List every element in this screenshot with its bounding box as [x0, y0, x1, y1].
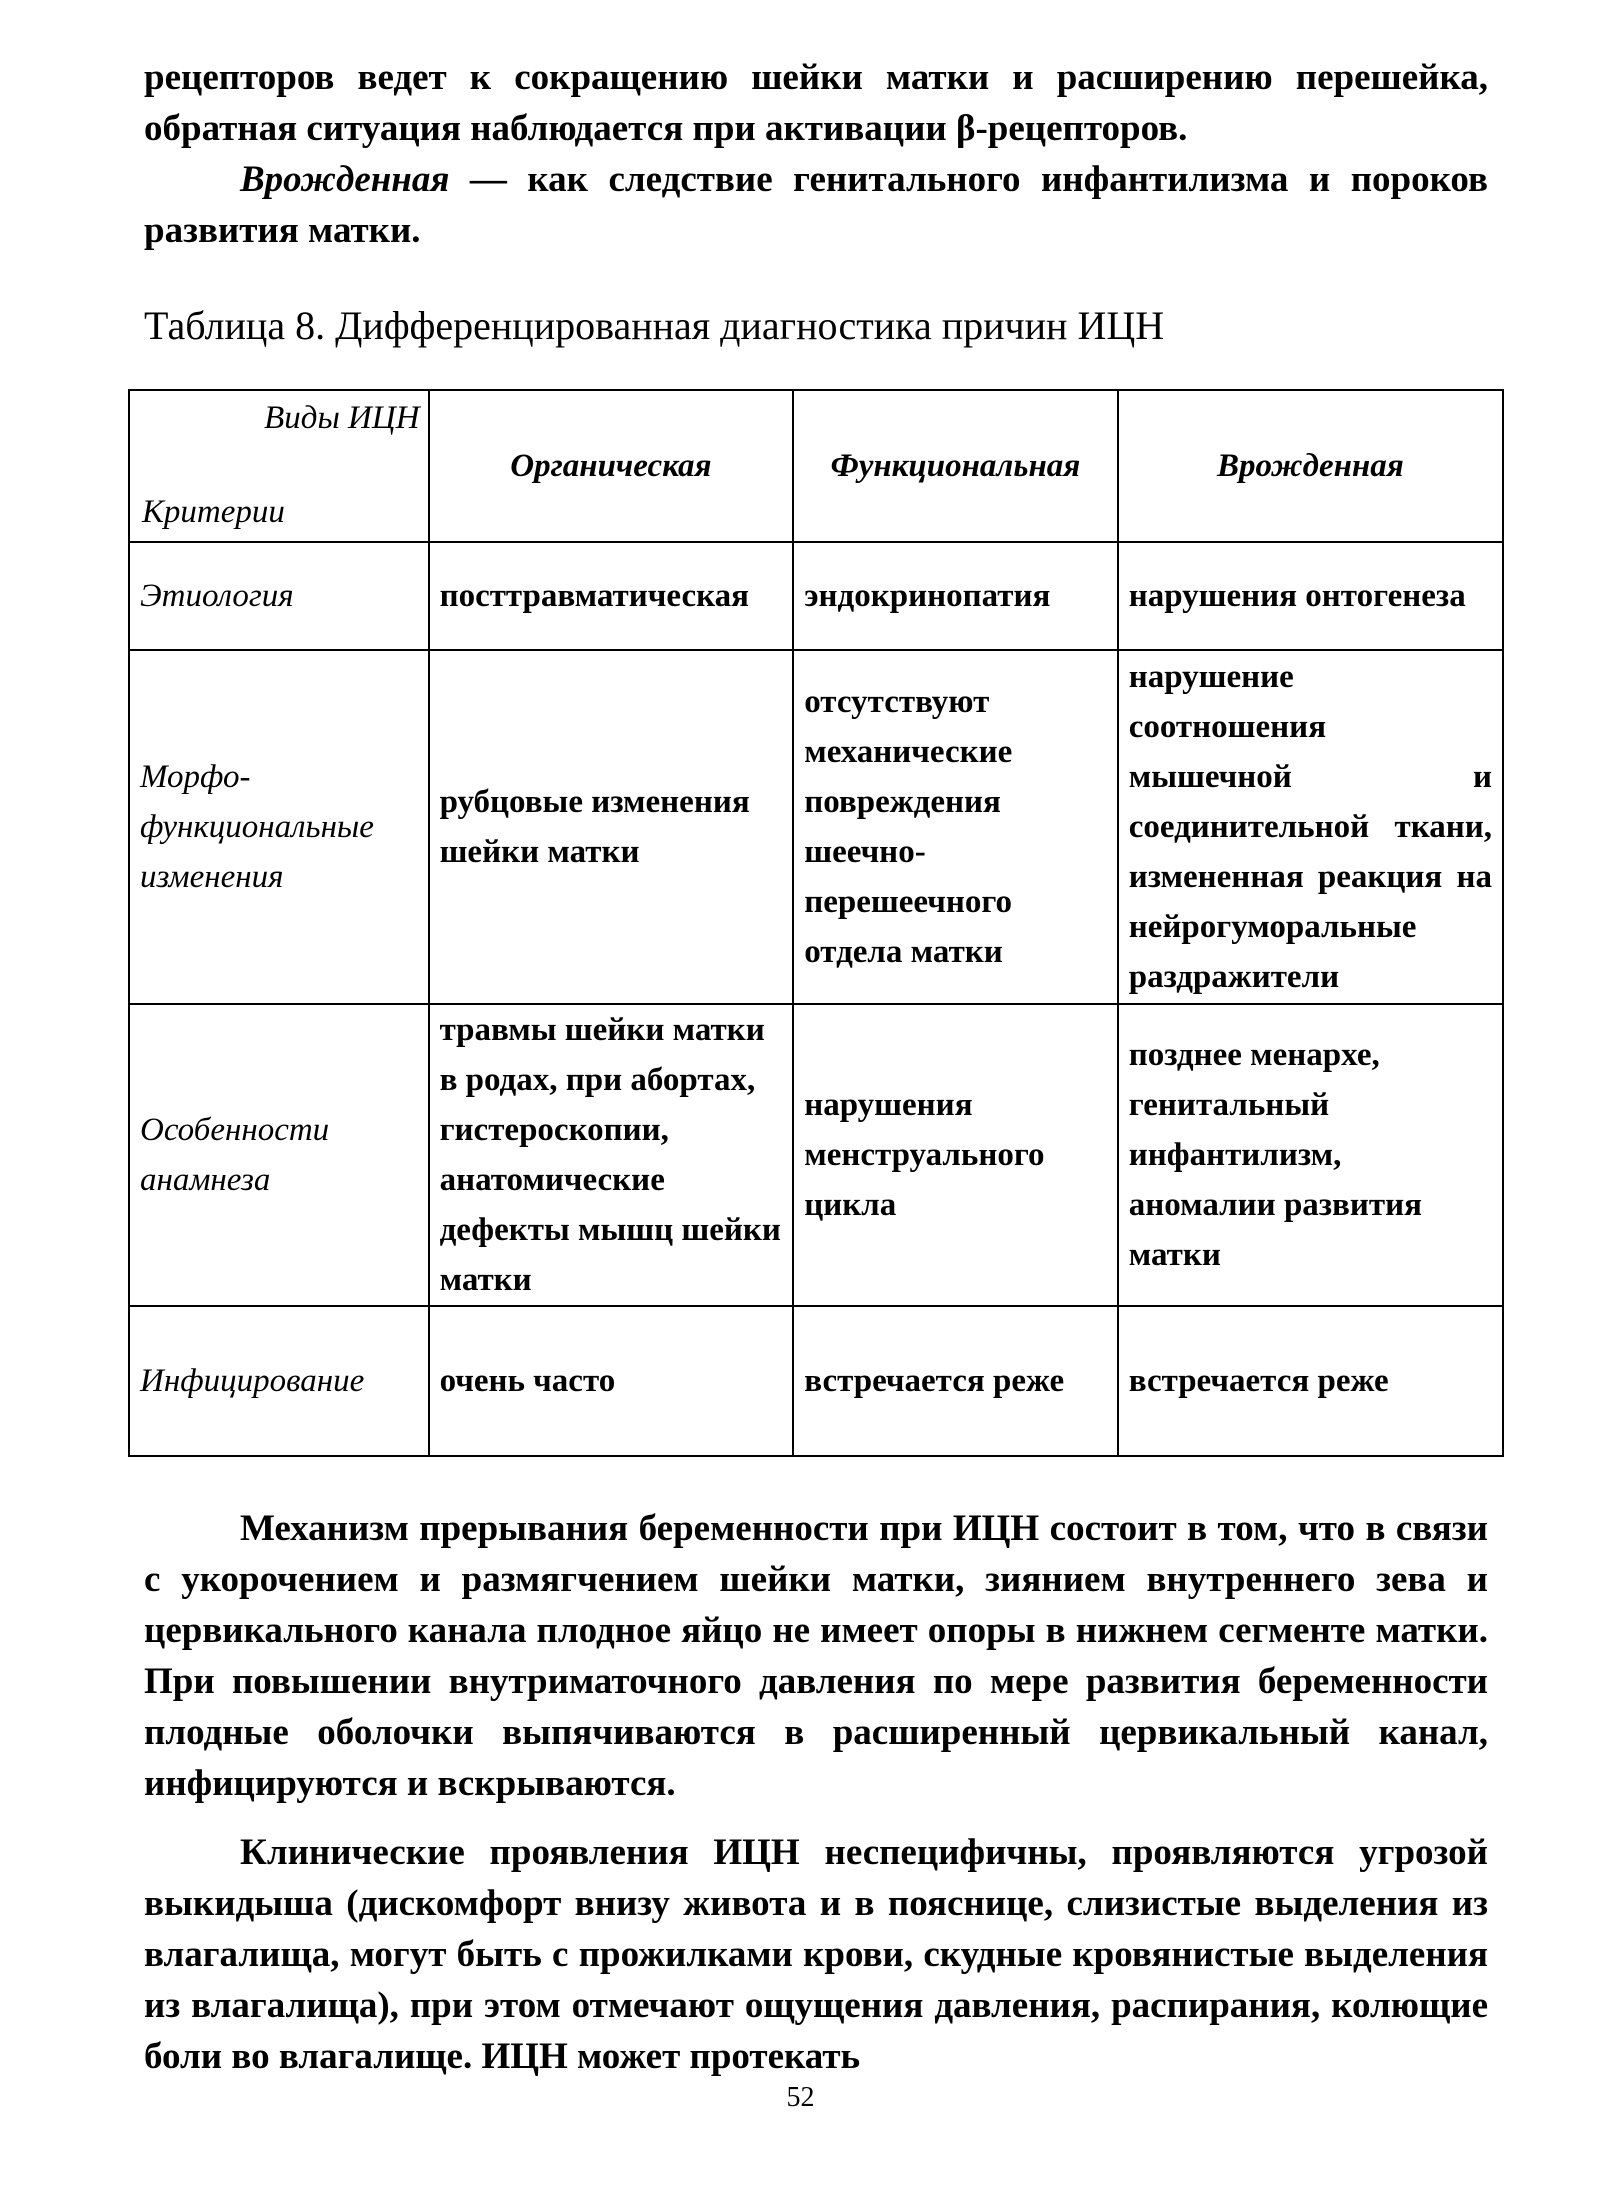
body-paragraph-1: Механизм прерывания беременности при ИЦН состоит в том, что в связи с укорочением и размягчением шейки матки, зиянием внутреннего зева и цервикального канала плодное яйцо не имеет опоры в нижнем сегменте матки. При повышении внутриматочного давления по мере развития беременности плодные оболочки выпячиваются в расширенный цервикальный канал, инфицируются и вскрываются. [144, 1508, 1488, 1804]
criterion-cell: Инфицирование [129, 1306, 429, 1456]
intro-paragraph-2-text: — как следствие генитального инфантилизма и пороков развития матки. [144, 159, 1488, 251]
table-row [129, 1004, 1503, 1306]
criterion-cell: Особенности анамнеза [129, 1004, 429, 1306]
body-text [144, 1503, 1488, 2082]
congenital-cell: нарушения онтогенеза [1118, 542, 1503, 650]
functional-cell: отсутствуют механические повреждения шеечно-перешеечного отдела матки [793, 650, 1117, 1004]
column-header-congenital: Врожденная [1118, 390, 1503, 542]
intro-italic-term: Врожденная [240, 159, 450, 200]
organic-cell: рубцовые изменения шейки матки [429, 650, 794, 1004]
table-row [129, 650, 1503, 1004]
table-caption: Таблица 8. Дифференцированная диагностика причин ИЦН [144, 303, 1165, 348]
functional-cell: нарушения менструального цикла [793, 1004, 1117, 1306]
table-row [129, 542, 1503, 650]
congenital-cell: встречается реже [1118, 1306, 1503, 1456]
table-row [129, 1306, 1503, 1456]
column-header-functional: Функциональная [793, 390, 1117, 542]
congenital-cell: нарушение соотношения мышечной и соединительной ткани, измененная реакция на нейрогуморальные раздражители [1118, 650, 1503, 1004]
organic-cell: травмы шейки матки в родах, при абортах, гистероскопии, анатомические дефекты мышц шейки матки [429, 1004, 794, 1306]
corner-bottom-label: Критерии [142, 494, 285, 530]
body-paragraph-2: Клинические проявления ИЦН неспецифичны, проявляются угрозой выкидыша (дискомфорт внизу живота и в пояснице, слизистые выделения из влагалища, могут быть с прожилками крови, скудные кровянистые выделения из влагалища), при этом отмечают ощущения давления, распирания, колющие боли во влагалище. ИЦН может протекать [144, 1832, 1488, 2077]
intro-paragraph-2 [144, 154, 1488, 256]
page-content [140, 52, 1492, 2082]
functional-cell: эндокринопатия [793, 542, 1117, 650]
organic-cell: очень часто [429, 1306, 794, 1456]
intro-paragraph-1: рецепторов ведет к сокращению шейки матки и расширению перешейка, обратная ситуация наблюдается при активации β-рецепторов. [144, 57, 1488, 149]
criterion-cell: Морфо-функциональные изменения [129, 650, 429, 1004]
functional-cell: встречается реже [793, 1306, 1117, 1456]
page-number: 52 [786, 2082, 815, 2113]
table-header-row [129, 390, 1503, 542]
corner-top-label: Виды ИЦН [264, 400, 420, 436]
criterion-cell: Этиология [129, 542, 429, 650]
congenital-cell: позднее менархе, генитальный инфантилизм, аномалии развития матки [1118, 1004, 1503, 1306]
organic-cell: посттравматическая [429, 542, 794, 650]
diagnosis-table [128, 389, 1504, 1457]
column-header-organic: Органическая [429, 390, 794, 542]
table-corner-cell [129, 390, 429, 542]
